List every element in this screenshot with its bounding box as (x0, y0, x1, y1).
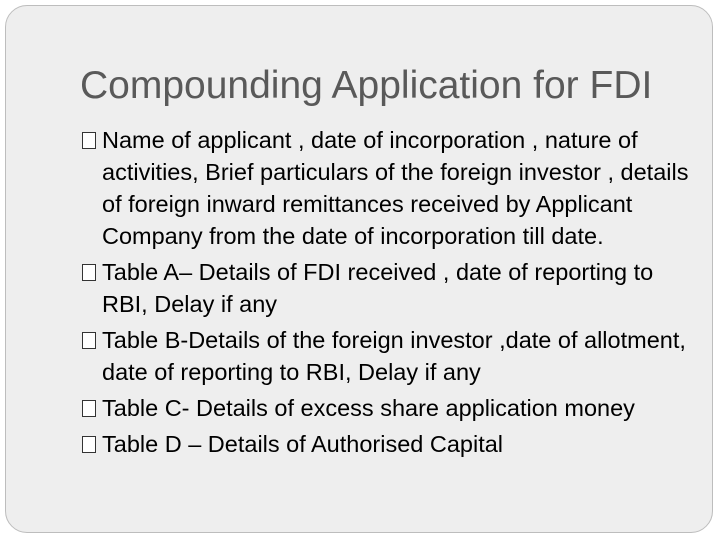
bullet-text: Table B-Details of the foreign investor ,date of allotment, date of reporting to RBI, Delay if any (102, 327, 686, 385)
square-bullet-icon (82, 132, 96, 149)
bullet-text: Name of applicant , date of incorporation , nature of activities, Brief particulars of the foreign investor , details of foreign inward remittances received by Applicant Company from the date of incorporation till date. (102, 127, 689, 249)
bullet-item (82, 392, 702, 424)
bullet-item (82, 124, 702, 252)
bullet-text: Table C- Details of excess share application money (102, 395, 635, 421)
slide-title: Compounding Application for FDI (80, 64, 653, 107)
bullet-item (82, 428, 702, 460)
bullet-text: Table D – Details of Authorised Capital (102, 431, 504, 457)
square-bullet-icon (82, 400, 96, 417)
bullet-text: Table A– Details of FDI received , date of reporting to RBI, Delay if any (102, 259, 654, 317)
square-bullet-icon (82, 332, 96, 349)
bullet-item (82, 324, 702, 388)
bullet-item (82, 256, 702, 320)
bullet-list (82, 124, 702, 464)
square-bullet-icon (82, 264, 96, 281)
square-bullet-icon (82, 436, 96, 453)
slide (5, 5, 713, 533)
